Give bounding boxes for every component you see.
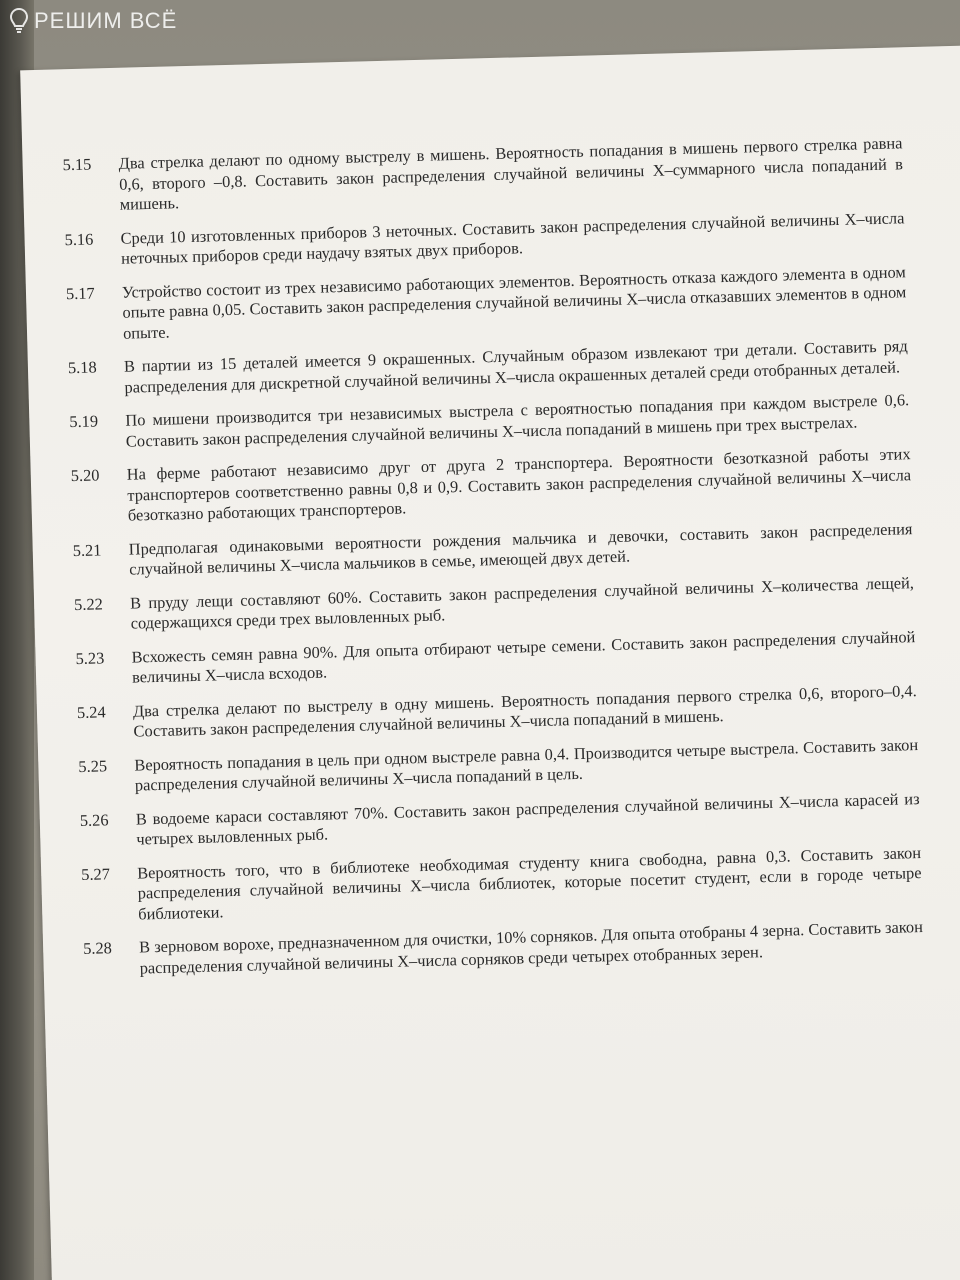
problem-number: 5.19 (69, 411, 99, 432)
problem-text: В партии из 15 деталей имеется 9 окрашенных. Случайным образом извлекают три детали. Составить ряд распределения для дискретной случайной величины X–числа окрашенных деталей среди отобранных деталей. (123, 336, 908, 397)
problem-list (62, 133, 924, 993)
lightbulb-icon (10, 8, 28, 34)
problem-number: 5.18 (67, 357, 97, 378)
paper-sheet (20, 46, 960, 1280)
problem-5-22 (74, 573, 915, 636)
problem-text: В зерновом ворохе, предназначенном для очистки, 10% сорняков. Для опыта отобраны 4 зерна. Составить закон распределения случайной величины X–числа сорняков среди четырех отобранных зерен. (138, 917, 924, 978)
watermark (10, 8, 177, 34)
problem-text: Среди 10 изготовленных приборов 3 неточных. Составить закон распределения случайной величины X–числа неточных приборов среди наудачу взятых двух приборов. (120, 207, 905, 268)
problem-5-27 (81, 843, 922, 926)
problem-5-28 (83, 917, 924, 980)
problem-5-15 (62, 133, 903, 216)
problem-number: 5.26 (79, 809, 109, 830)
problem-5-17 (66, 262, 907, 345)
problem-5-25 (78, 735, 919, 798)
watermark-text: РЕШИМ ВСЁ (34, 8, 178, 33)
problem-number: 5.21 (72, 539, 102, 560)
problem-5-26 (80, 789, 921, 852)
problem-number: 5.24 (76, 701, 106, 722)
problem-5-18 (68, 336, 909, 399)
problem-text: На ферме работают независимо друг от друга 2 транспортера. Вероятности безотказной работы этих транспортеров соответственно равны 0,8 и 0,9. Составить закон распределения случайной величины X–числа безотказно работающих транспортеров. (126, 444, 912, 525)
problem-number: 5.22 (73, 593, 104, 614)
problem-text: По мишени производится три независимых выстрела с вероятностью попадания при каждом выстреле 0,6. Составить закон распределения случайной величины X–числа попаданий в мишень при трех выстрелах. (125, 390, 910, 451)
problem-number: 5.16 (64, 229, 94, 249)
problem-number: 5.25 (78, 755, 108, 776)
problem-text: Всхожесть семян равна 90%. Для опыта отбирают четыре семени. Составить закон распределения случайной величины X–числа всходов. (131, 626, 916, 687)
problem-text: Два стрелка делают по выстрелу в одну мишень. Вероятность попадания первого стрелка 0,6, второго–0,4. Составить закон распределения случайной величины X–числа попаданий в мишень. (132, 680, 917, 741)
problem-number: 5.28 (82, 938, 113, 959)
problem-number: 5.27 (80, 863, 111, 884)
problem-number: 5.15 (62, 154, 92, 175)
problem-number: 5.23 (75, 647, 105, 668)
problem-text: В пруду лещи составляют 60%. Составить закон распределения случайной величины X–количества лещей, содержащихся среди трех выловленных рыб. (129, 572, 915, 633)
problem-5-19 (69, 390, 910, 453)
problem-5-16 (64, 208, 905, 271)
problem-5-24 (77, 681, 918, 744)
problem-5-23 (75, 627, 916, 690)
problem-5-21 (72, 519, 913, 582)
problem-text: Два стрелка делают по одному выстрелу в мишень. Вероятность попадания в мишень первого стрелка равна 0,6, второго –0,8. Составить закон распределения случайной величины X–суммарного числа попаданий в мишень. (118, 133, 904, 214)
problem-number: 5.20 (70, 465, 100, 486)
problem-text: Вероятность того, что в библиотеке необходимая студенту книга свободна, равна 0,3. Составить закон распределения случайной величины X–числа библиотек, которые посетит студент, если в городе четыре библиотеки. (136, 842, 922, 924)
problem-text: В водоеме караси составляют 70%. Составить закон распределения случайной величины X–числа карасей из четырех выловленных рыб. (135, 788, 920, 849)
problem-5-20 (71, 444, 912, 527)
problem-text: Вероятность попадания в цель при одном выстреле равна 0,4. Производится четыре выстрела. Составить закон распределения случайной величины X–числа попаданий в цель. (134, 734, 919, 795)
problem-number: 5.17 (65, 282, 95, 303)
problem-text: Предполагая одинаковыми вероятности рождения мальчика и девочки, составить закон распределения случайной величины X–числа мальчиков в семье, имеющей двух детей. (128, 518, 913, 579)
problem-text: Устройство состоит из трех независимо работающих элементов. Вероятность отказа каждого элемента в одном опыте равна 0,05. Составить закон распределения случайной величины X–числа отказавших элементов в одном опыте. (121, 261, 907, 343)
